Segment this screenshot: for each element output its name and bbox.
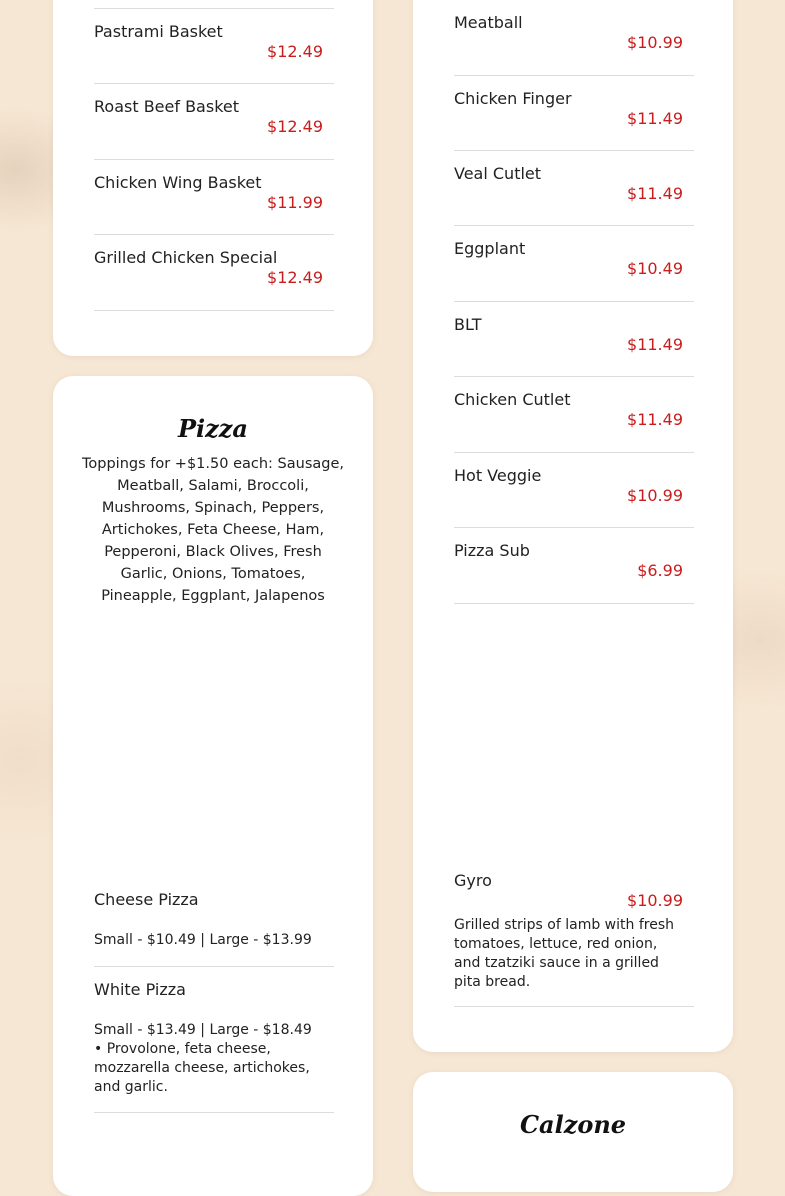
item-price: $11.99	[267, 193, 323, 212]
item-price: $12.49	[267, 42, 323, 61]
item-name: Hot Veggie	[454, 466, 542, 485]
item-price: $11.49	[627, 109, 683, 128]
menu-item[interactable]	[94, 980, 334, 1113]
toppings-note: Toppings for +$1.50 each: Sausage, Meatball, Salami, Broccoli, Mushrooms, Spinach, Peppers, Artichokes, Feta Cheese, Ham, Pepperoni, Black Olives, Fresh Garlic, Onions, Tomatoes, Pineapple, Eggplant, Jalapenos	[82, 456, 344, 604]
item-name: Roast Beef Basket	[94, 97, 239, 116]
item-name: Pizza Sub	[454, 541, 530, 560]
item-price: $11.49	[627, 335, 683, 354]
item-price: $12.49	[267, 117, 323, 136]
menu-item-gyro[interactable]	[454, 871, 694, 1007]
item-name: Eggplant	[454, 239, 526, 258]
item-price: $10.99	[627, 891, 683, 910]
divider	[94, 8, 334, 9]
menu-item[interactable]	[454, 89, 694, 151]
menu-item[interactable]	[454, 466, 694, 528]
item-price: $11.49	[627, 410, 683, 429]
item-name: Veal Cutlet	[454, 164, 542, 183]
menu-item[interactable]	[454, 13, 694, 76]
menu-item[interactable]	[454, 164, 694, 226]
item-price: $10.99	[627, 33, 683, 52]
baskets-card	[53, 0, 373, 356]
menu-item[interactable]	[454, 239, 694, 302]
menu-item[interactable]	[454, 315, 694, 377]
item-name: Grilled Chicken Special	[94, 248, 278, 267]
menu-item[interactable]	[454, 390, 694, 453]
menu-item[interactable]	[94, 248, 334, 311]
section-title: Calzone	[519, 1110, 627, 1139]
menu-item[interactable]	[454, 541, 694, 604]
item-name: Chicken Cutlet	[454, 390, 571, 409]
menu-item[interactable]	[94, 173, 334, 235]
menu-item[interactable]	[94, 22, 334, 84]
item-name: Meatball	[454, 13, 523, 32]
item-desc: Small - $13.49 | Large - $18.49 • Provolone, feta cheese, mozzarella cheese, artichokes, and garlic.	[94, 1022, 312, 1095]
item-desc: Small - $10.49 | Large - $13.99	[94, 932, 312, 948]
menu-item[interactable]	[94, 97, 334, 160]
item-name: Pastrami Basket	[94, 22, 223, 41]
item-price: $10.99	[627, 486, 683, 505]
item-name: White Pizza	[94, 980, 186, 999]
item-name: Gyro	[454, 871, 492, 890]
item-price: $6.99	[637, 561, 683, 580]
calzone-card	[413, 1072, 733, 1192]
menu-item[interactable]	[94, 890, 334, 967]
item-price: $10.49	[627, 259, 683, 278]
item-name: Chicken Wing Basket	[94, 173, 262, 192]
item-price: $12.49	[267, 268, 323, 287]
item-name: BLT	[454, 315, 482, 334]
item-price: $11.49	[627, 184, 683, 203]
pizza-card	[53, 376, 373, 1196]
item-desc: Grilled strips of lamb with fresh tomatoes, lettuce, red onion, and tzatziki sauce in a grilled pita bread.	[454, 917, 674, 990]
section-title: Pizza	[178, 414, 248, 443]
item-name: Chicken Finger	[454, 89, 572, 108]
subs-card	[413, 0, 733, 1052]
item-name: Cheese Pizza	[94, 890, 199, 909]
